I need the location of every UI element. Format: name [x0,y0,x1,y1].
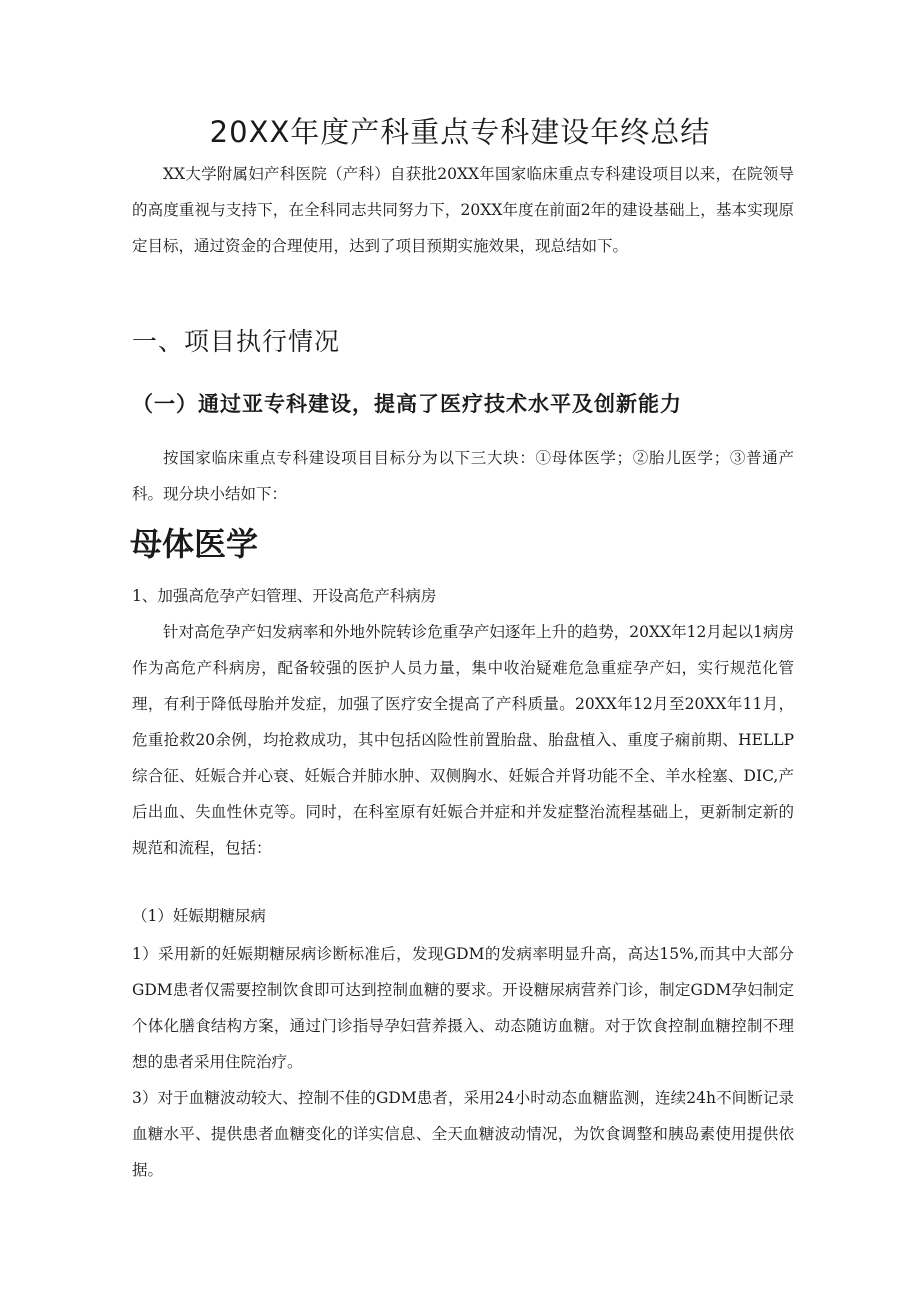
subsection-heading-subspecialty: （一）通过亚专科建设，提高了医疗技术水平及创新能力 [132,391,682,416]
gdm-paragraph-3: 3）对于血糖波动较大、控制不佳的GDM患者，采用24小时动态血糖监测，连续24h不间断记录血糖水平、提供患者血糖变化的详实信息、全天血糖波动情况，为饮食调整和胰岛素使用提供依据。 [132,1089,794,1179]
section-heading-project-execution: 一、项目执行情况 [132,327,341,356]
document-title: 20XX年度产科重点专科建设年终总结 [209,115,711,149]
intro-paragraph: XX大学附属妇产科医院（产科）自获批20XX年国家临床重点专科建设项目以来，在院领导的高度重视与支持下，在全科同志共同努力下，20XX年度在前面2年的建设基础上，基本实现原定目标，通过资金的合理使用，达到了项目预期实施效果，现总结如下。 [132,165,794,255]
item1-heading: 1、加强高危孕产妇管理、开设高危产科病房 [132,587,437,605]
maternal-medicine-heading: 母体医学 [130,525,259,563]
gdm-paragraph-1: 1）采用新的妊娠期糖尿病诊断标准后，发现GDM的发病率明显升高，高达15%,而其中大部分GDM患者仅需要控制饮食即可达到控制血糖的要求。开设糖尿病营养门诊，制定GDM孕妇制定个体化膳食结构方案，通过门诊指导孕妇营养摄入、动态随访血糖。对于饮食控制血糖控制不理想的患者采用住院治疗。 [132,945,794,1071]
subsection-paragraph: 按国家临床重点专科建设项目目标分为以下三大块：①母体医学；②胎儿医学；③普通产科。现分块小结如下： [132,449,794,503]
item1-paragraph: 针对高危孕产妇发病率和外地外院转诊危重孕产妇逐年上升的趋势，20XX年12月起以1病房作为高危产科病房，配备较强的医护人员力量，集中收治疑难危急重症孕产妇，实行规范化管理，有利于降低母胎并发症，加强了医疗安全提高了产科质量。20XX年12月至20XX年11月，危重抢救20余例，均抢救成功，其中包括凶险性前置胎盘、胎盘植入、重度子痫前期、HELLP综合征、妊娠合并心衰、妊娠合并肺水肿、双侧胸水、妊娠合并肾功能不全、羊水栓塞、DIC,产后出血、失血性休克等。同时，在科室原有妊娠合并症和并发症整治流程基础上，更新制定新的规范和流程，包括： [132,623,794,857]
gdm-heading: （1）妊娠期糖尿病 [132,907,266,925]
